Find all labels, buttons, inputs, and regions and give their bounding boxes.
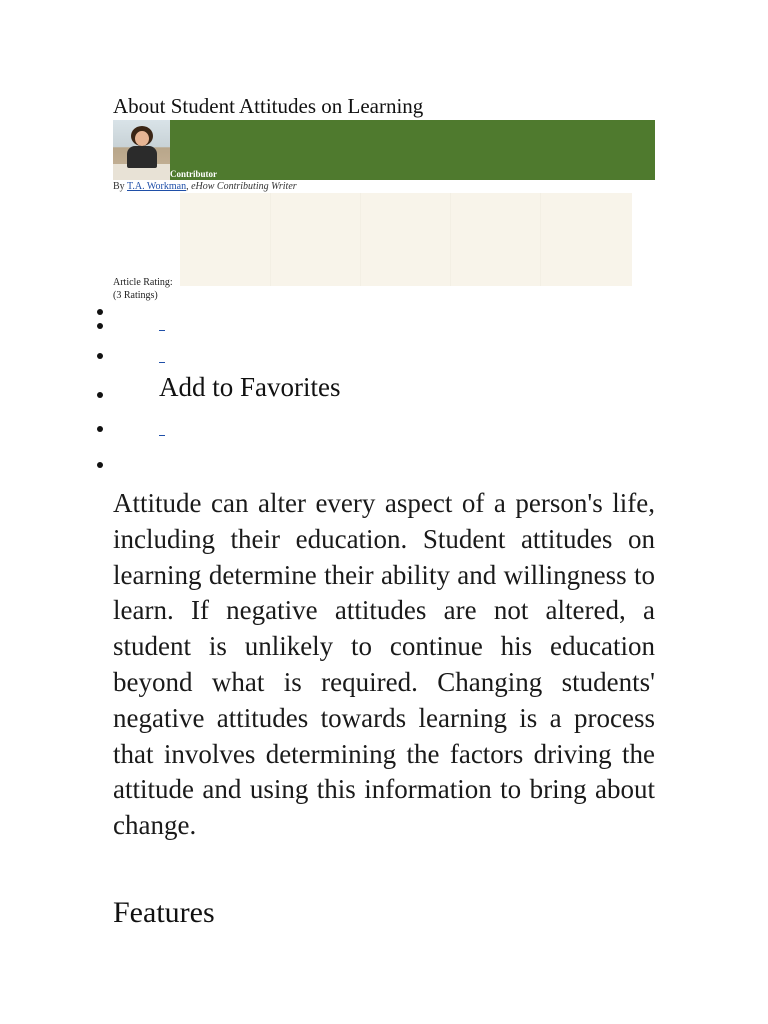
section-heading-features: Features (113, 896, 215, 929)
share-item-bullet (97, 426, 103, 432)
author-role: eHow Contributing Writer (191, 181, 297, 192)
page-title: About Student Attitudes on Learning (113, 94, 424, 118)
share-link[interactable] (159, 362, 165, 363)
rating-label: Article Rating: (113, 277, 173, 288)
share-link[interactable] (159, 435, 165, 436)
add-to-favorites-link[interactable]: Add to Favorites (159, 372, 341, 402)
share-item-bullet (97, 309, 103, 315)
share-item-bullet (97, 323, 103, 329)
share-item-bullet (97, 392, 103, 398)
byline-separator: , (186, 181, 192, 192)
rating-count: (3 Ratings) (113, 290, 158, 301)
author-link[interactable]: T.A. Workman (127, 181, 187, 192)
byline-prefix: By (113, 181, 127, 192)
article-rating (113, 276, 173, 302)
share-item-bullet (97, 353, 103, 359)
share-link[interactable] (159, 330, 165, 331)
share-item-bullet (97, 462, 103, 468)
advertisement-placeholder (180, 193, 632, 286)
article-intro: Attitude can alter every aspect of a person's life, including their education. Student attitudes on learning determine their ability and willingness to learn. If negative attitudes are not altered, a student is unlikely to continue his education beyond what is required. Changing students' negative attitudes towards learning is a process that involves determining the factors driving the attitude and using this information to bring about change. (113, 488, 655, 841)
byline (113, 181, 297, 193)
contributor-photo[interactable] (113, 120, 170, 180)
contributor-label: Contributor (170, 169, 217, 179)
contributor-banner (113, 120, 655, 180)
